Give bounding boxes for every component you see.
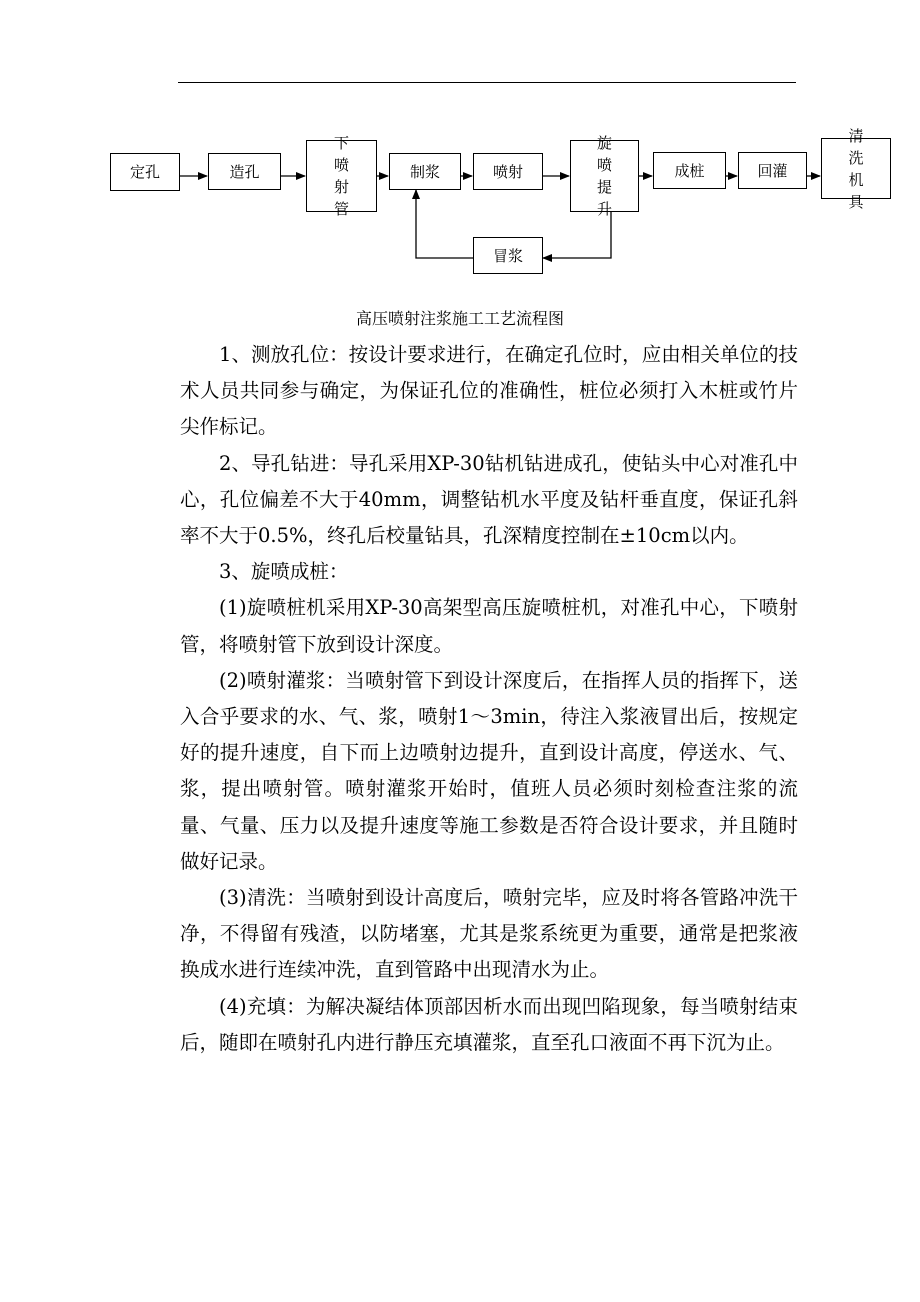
node-xiapen-line2: 射 管: [333, 178, 365, 218]
node-xiapen-line1: 下 喷: [333, 134, 365, 174]
flowchart-connectors: [0, 0, 920, 300]
paragraph-6: (3)清洗：当喷射到设计高度后，喷射完毕，应及时将各管路冲洗干净，不得留有残渣，以防堵塞，尤其是浆系统更为重要，通常是把浆液换成水进行连续冲洗，直到管路中出现清水为止。: [180, 886, 798, 982]
node-maojiang-label: 冒浆: [492, 246, 523, 265]
node-dingkong: [110, 153, 180, 191]
node-qingxi-jiju: [821, 126, 891, 211]
paragraph-7: (4)充填：为解决凝结体顶部因析水而出现凹陷现象，每当喷射结束后，随即在喷射孔内进行静压充填灌浆，直至孔口液面不再下沉为止。: [180, 994, 798, 1054]
node-penshe-label: 喷射: [492, 162, 523, 181]
node-xiapen-sheguan: [306, 134, 377, 218]
node-xuanpen-tisheng: [570, 134, 639, 218]
node-zaokong: [208, 153, 281, 190]
node-qingxi-line1: 清 洗: [848, 126, 880, 167]
paragraph-1: 1、测放孔位：按设计要求进行，在确定孔位时，应由相关单位的技术人员共同参与确定，为保证孔位的准确性，桩位必须打入木桩或竹片尖作标记。: [180, 343, 798, 439]
document-body: [180, 337, 798, 1061]
node-qingxi-line2: 机 具: [848, 170, 880, 211]
paragraph-2: 2、导孔钻进：导孔采用XP-30钻机钻进成孔，使钻头中心对准孔中心，孔位偏差不大于40mm，调整钻机水平度及钻杆垂直度，保证孔斜率不大于0.5%，终孔后校量钻具，孔深精度控制在±10cm以内。: [180, 451, 798, 548]
node-chengzhuang: [653, 152, 726, 189]
paragraph-3: 3、旋喷成桩：: [219, 560, 349, 584]
arrow-maojiang-zhijiang: [416, 190, 473, 258]
node-chengzhuang-label: 成桩: [674, 161, 705, 180]
figure-caption: 高压喷射注浆施工工艺流程图: [355, 309, 564, 328]
node-huiguan: [738, 152, 807, 189]
node-zhijiang-label: 制浆: [409, 162, 440, 181]
node-xuanpen-line2: 提 升: [596, 178, 628, 218]
node-maojiang: [473, 237, 543, 274]
node-zaokong-label: 造孔: [229, 162, 260, 181]
node-penshe: [473, 153, 543, 190]
paragraph-4: (1)旋喷桩机采用XP-30高架型高压旋喷桩机，对准孔中心，下喷射管，将喷射管下放到设计深度。: [180, 596, 798, 656]
paragraph-5: (2)喷射灌浆：当喷射管下到设计深度后，在指挥人员的指挥下，送入合乎要求的水、气、浆，喷射1～3min，待注入浆液冒出后，按规定好的提升速度，自下而上边喷射边提升，直到设计高度，停送水、气、浆，提出喷射管。喷射灌浆开始时，值班人员必须时刻检查注浆的流量、气量、压力以及提升速度等施工参数是否符合设计要求，并且随时做好记录。: [180, 668, 798, 873]
node-dingkong-label: 定孔: [129, 163, 160, 181]
process-flowchart: [0, 0, 920, 300]
node-xuanpen-line1: 旋 喷: [596, 134, 628, 174]
node-huiguan-label: 回灌: [757, 161, 788, 180]
node-zhijiang: [389, 153, 461, 190]
